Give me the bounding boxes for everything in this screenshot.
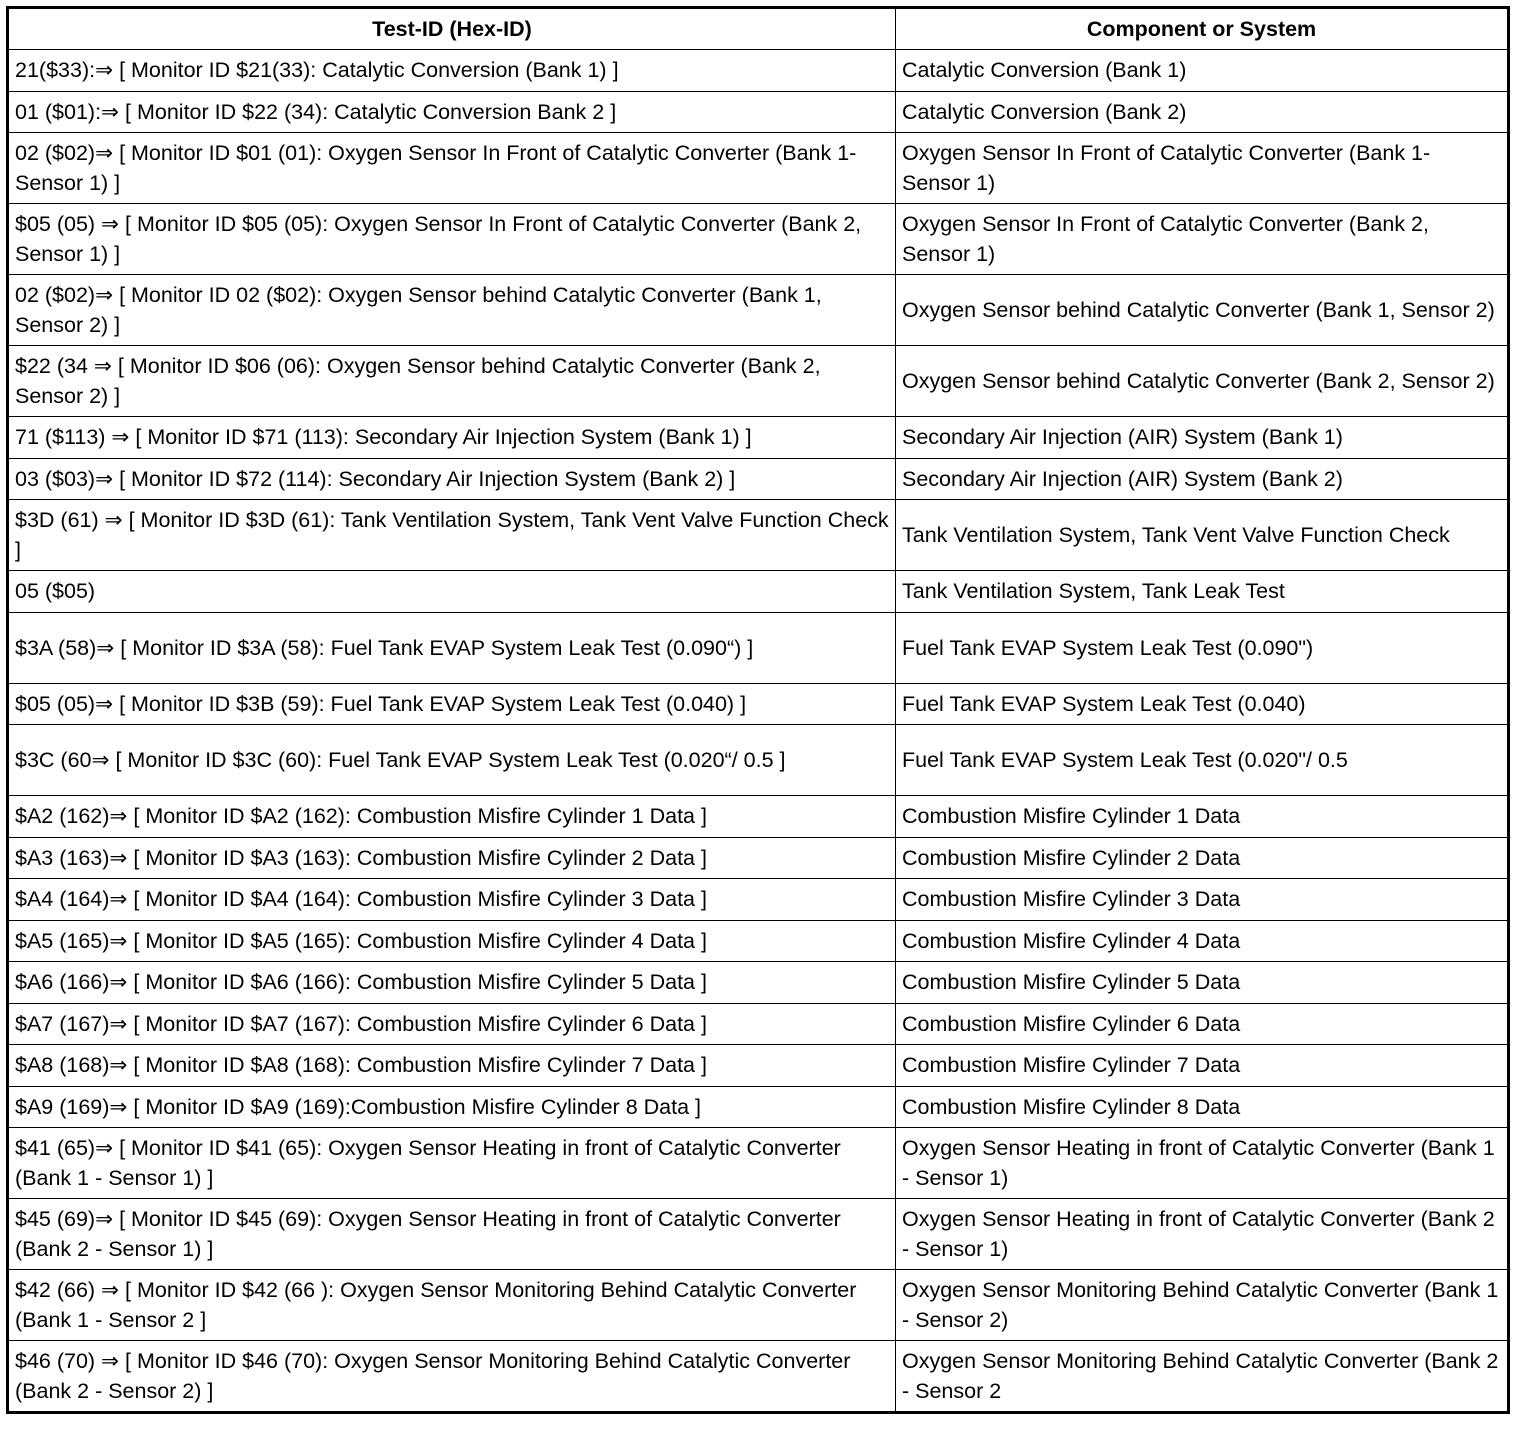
test-id-cell: 03 ($03)⇒ [ Monitor ID $72 (114): Secondary Air Injection System (Bank 2) ]: [8, 458, 896, 500]
table-row: [8, 1086, 1509, 1128]
table-row: [8, 417, 1509, 459]
component-cell: Oxygen Sensor Monitoring Behind Catalytic Converter (Bank 1 - Sensor 2): [896, 1270, 1509, 1341]
table-row: [8, 1341, 1509, 1413]
test-id-cell: 05 ($05): [8, 571, 896, 613]
header-test-id: Test-ID (Hex-ID): [8, 8, 896, 50]
test-id-cell: $A4 (164)⇒ [ Monitor ID $A4 (164): Combustion Misfire Cylinder 3 Data ]: [8, 879, 896, 921]
test-id-cell: $A8 (168)⇒ [ Monitor ID $A8 (168): Combustion Misfire Cylinder 7 Data ]: [8, 1045, 896, 1087]
table-row: [8, 837, 1509, 879]
test-id-cell: 71 ($113) ⇒ [ Monitor ID $71 (113): Secondary Air Injection System (Bank 1) ]: [8, 417, 896, 459]
test-id-cell: $3C (60⇒ [ Monitor ID $3C (60): Fuel Tank EVAP System Leak Test (0.020“/ 0.5 ]: [8, 725, 896, 796]
table-row: [8, 458, 1509, 500]
component-cell: Combustion Misfire Cylinder 6 Data: [896, 1003, 1509, 1045]
table-row: [8, 346, 1509, 417]
test-id-cell: $A6 (166)⇒ [ Monitor ID $A6 (166): Combustion Misfire Cylinder 5 Data ]: [8, 962, 896, 1004]
table-row: [8, 50, 1509, 92]
component-cell: Fuel Tank EVAP System Leak Test (0.040): [896, 683, 1509, 725]
table-row: [8, 571, 1509, 613]
table-row: [8, 1003, 1509, 1045]
component-cell: Combustion Misfire Cylinder 7 Data: [896, 1045, 1509, 1087]
component-cell: Tank Ventilation System, Tank Vent Valve Function Check: [896, 500, 1509, 571]
component-cell: Fuel Tank EVAP System Leak Test (0.090"): [896, 612, 1509, 683]
test-id-cell: 02 ($02)⇒ [ Monitor ID $01 (01): Oxygen Sensor In Front of Catalytic Converter (Bank 1- Sensor 1) ]: [8, 133, 896, 204]
table-row: [8, 1045, 1509, 1087]
test-id-cell: $A9 (169)⇒ [ Monitor ID $A9 (169):Combustion Misfire Cylinder 8 Data ]: [8, 1086, 896, 1128]
component-cell: Oxygen Sensor In Front of Catalytic Converter (Bank 1- Sensor 1): [896, 133, 1509, 204]
table-row: [8, 91, 1509, 133]
test-id-cell: $42 (66) ⇒ [ Monitor ID $42 (66 ): Oxygen Sensor Monitoring Behind Catalytic Converter (Bank 1 - Sensor 2 ]: [8, 1270, 896, 1341]
component-cell: Catalytic Conversion (Bank 2): [896, 91, 1509, 133]
component-cell: Combustion Misfire Cylinder 8 Data: [896, 1086, 1509, 1128]
table-row: [8, 796, 1509, 838]
table-row: [8, 275, 1509, 346]
component-cell: Oxygen Sensor Heating in front of Catalytic Converter (Bank 1 - Sensor 1): [896, 1128, 1509, 1199]
table-body: [8, 50, 1509, 1413]
test-id-cell: $05 (05)⇒ [ Monitor ID $3B (59): Fuel Tank EVAP System Leak Test (0.040) ]: [8, 683, 896, 725]
table-row: [8, 879, 1509, 921]
header-component: Component or System: [896, 8, 1509, 50]
table-row: [8, 500, 1509, 571]
test-id-cell: $22 (34 ⇒ [ Monitor ID $06 (06): Oxygen Sensor behind Catalytic Converter (Bank 2, Sensor 2) ]: [8, 346, 896, 417]
component-cell: Secondary Air Injection (AIR) System (Bank 2): [896, 458, 1509, 500]
component-cell: Oxygen Sensor Monitoring Behind Catalytic Converter (Bank 2 - Sensor 2: [896, 1341, 1509, 1413]
test-id-cell: $41 (65)⇒ [ Monitor ID $41 (65): Oxygen Sensor Heating in front of Catalytic Converter (Bank 1 - Sensor 1) ]: [8, 1128, 896, 1199]
table-row: [8, 1270, 1509, 1341]
test-id-cell: $3A (58)⇒ [ Monitor ID $3A (58): Fuel Tank EVAP System Leak Test (0.090“) ]: [8, 612, 896, 683]
table-row: [8, 1128, 1509, 1199]
component-cell: Combustion Misfire Cylinder 2 Data: [896, 837, 1509, 879]
test-id-cell: 01 ($01):⇒ [ Monitor ID $22 (34): Catalytic Conversion Bank 2 ]: [8, 91, 896, 133]
test-id-cell: $A3 (163)⇒ [ Monitor ID $A3 (163): Combustion Misfire Cylinder 2 Data ]: [8, 837, 896, 879]
table-row: [8, 612, 1509, 683]
component-cell: Fuel Tank EVAP System Leak Test (0.020"/ 0.5: [896, 725, 1509, 796]
component-cell: Combustion Misfire Cylinder 1 Data: [896, 796, 1509, 838]
table-row: [8, 920, 1509, 962]
component-cell: Oxygen Sensor In Front of Catalytic Converter (Bank 2, Sensor 1): [896, 204, 1509, 275]
test-id-cell: 02 ($02)⇒ [ Monitor ID 02 ($02): Oxygen Sensor behind Catalytic Converter (Bank 1, Sensor 2) ]: [8, 275, 896, 346]
test-id-cell: $05 (05) ⇒ [ Monitor ID $05 (05): Oxygen Sensor In Front of Catalytic Converter (Bank 2, Sensor 1) ]: [8, 204, 896, 275]
component-cell: Oxygen Sensor Heating in front of Catalytic Converter (Bank 2 - Sensor 1): [896, 1199, 1509, 1270]
table-row: [8, 133, 1509, 204]
test-id-cell: $3D (61) ⇒ [ Monitor ID $3D (61): Tank Ventilation System, Tank Vent Valve Function Check ]: [8, 500, 896, 571]
component-cell: Secondary Air Injection (AIR) System (Bank 1): [896, 417, 1509, 459]
component-cell: Tank Ventilation System, Tank Leak Test: [896, 571, 1509, 613]
component-cell: Combustion Misfire Cylinder 5 Data: [896, 962, 1509, 1004]
test-id-cell: 21($33):⇒ [ Monitor ID $21(33): Catalytic Conversion (Bank 1) ]: [8, 50, 896, 92]
component-cell: Oxygen Sensor behind Catalytic Converter (Bank 1, Sensor 2): [896, 275, 1509, 346]
component-cell: Oxygen Sensor behind Catalytic Converter (Bank 2, Sensor 2): [896, 346, 1509, 417]
table-row: [8, 962, 1509, 1004]
header-row: [8, 8, 1509, 50]
test-id-cell: $A5 (165)⇒ [ Monitor ID $A5 (165): Combustion Misfire Cylinder 4 Data ]: [8, 920, 896, 962]
table-row: [8, 725, 1509, 796]
component-cell: Combustion Misfire Cylinder 4 Data: [896, 920, 1509, 962]
table-row: [8, 1199, 1509, 1270]
component-cell: Catalytic Conversion (Bank 1): [896, 50, 1509, 92]
test-id-cell: $A7 (167)⇒ [ Monitor ID $A7 (167): Combustion Misfire Cylinder 6 Data ]: [8, 1003, 896, 1045]
table-row: [8, 683, 1509, 725]
table-row: [8, 204, 1509, 275]
test-id-cell: $46 (70) ⇒ [ Monitor ID $46 (70): Oxygen Sensor Monitoring Behind Catalytic Converter (Bank 2 - Sensor 2) ]: [8, 1341, 896, 1413]
component-cell: Combustion Misfire Cylinder 3 Data: [896, 879, 1509, 921]
test-id-cell: $45 (69)⇒ [ Monitor ID $45 (69): Oxygen Sensor Heating in front of Catalytic Converter (Bank 2 - Sensor 1) ]: [8, 1199, 896, 1270]
monitor-test-table: [6, 6, 1510, 1414]
test-id-cell: $A2 (162)⇒ [ Monitor ID $A2 (162): Combustion Misfire Cylinder 1 Data ]: [8, 796, 896, 838]
